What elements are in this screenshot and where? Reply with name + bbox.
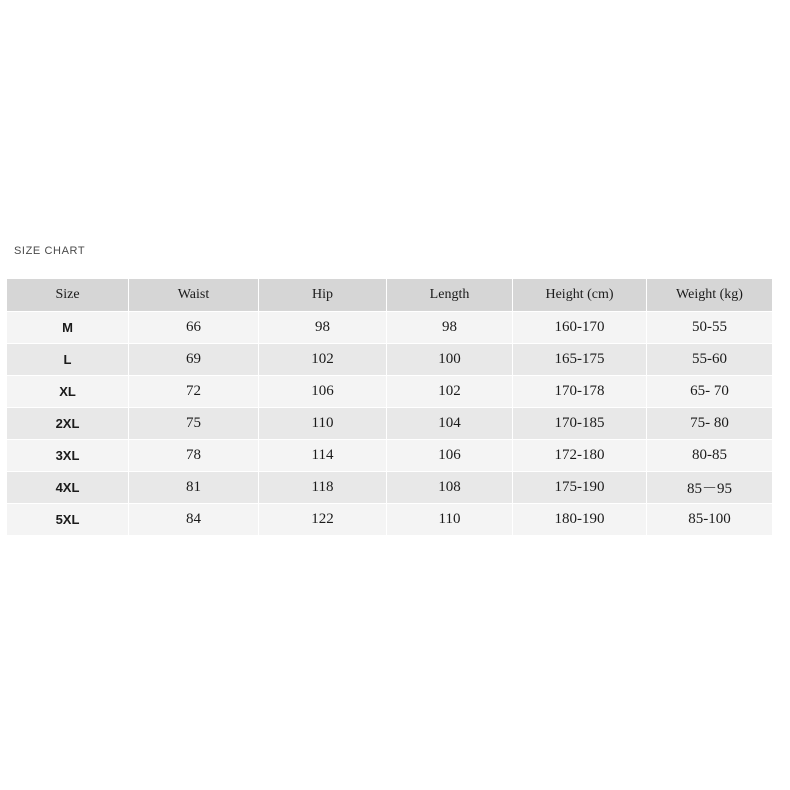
table-row	[7, 472, 773, 504]
cell-height: 160-170	[513, 312, 647, 344]
table-header	[7, 279, 773, 312]
cell-weight: 85－95	[647, 472, 773, 504]
column-header-waist: Waist	[129, 279, 259, 312]
table-row	[7, 376, 773, 408]
cell-weight: 50-55	[647, 312, 773, 344]
cell-height: 170-178	[513, 376, 647, 408]
column-header-height: Height (cm)	[513, 279, 647, 312]
cell-size: L	[7, 344, 129, 376]
cell-height: 165-175	[513, 344, 647, 376]
cell-length: 98	[387, 312, 513, 344]
cell-waist: 69	[129, 344, 259, 376]
column-header-size: Size	[7, 279, 129, 312]
cell-length: 108	[387, 472, 513, 504]
table-row	[7, 504, 773, 536]
cell-length: 104	[387, 408, 513, 440]
cell-weight: 80-85	[647, 440, 773, 472]
table-row	[7, 312, 773, 344]
cell-height: 180-190	[513, 504, 647, 536]
cell-length: 100	[387, 344, 513, 376]
cell-length: 106	[387, 440, 513, 472]
cell-waist: 81	[129, 472, 259, 504]
cell-weight: 75- 80	[647, 408, 773, 440]
cell-size: 4XL	[7, 472, 129, 504]
cell-height: 175-190	[513, 472, 647, 504]
cell-waist: 72	[129, 376, 259, 408]
cell-height: 170-185	[513, 408, 647, 440]
cell-waist: 78	[129, 440, 259, 472]
size-chart-table-container	[6, 278, 772, 536]
cell-weight: 55-60	[647, 344, 773, 376]
cell-height: 172-180	[513, 440, 647, 472]
cell-waist: 84	[129, 504, 259, 536]
cell-waist: 75	[129, 408, 259, 440]
column-header-hip: Hip	[259, 279, 387, 312]
cell-size: 3XL	[7, 440, 129, 472]
cell-size: 2XL	[7, 408, 129, 440]
cell-hip: 122	[259, 504, 387, 536]
cell-hip: 106	[259, 376, 387, 408]
cell-hip: 102	[259, 344, 387, 376]
cell-size: M	[7, 312, 129, 344]
cell-hip: 98	[259, 312, 387, 344]
table-row	[7, 408, 773, 440]
column-header-weight: Weight (kg)	[647, 279, 773, 312]
cell-waist: 66	[129, 312, 259, 344]
cell-length: 102	[387, 376, 513, 408]
table-row	[7, 344, 773, 376]
table-row	[7, 440, 773, 472]
cell-weight: 65- 70	[647, 376, 773, 408]
cell-length: 110	[387, 504, 513, 536]
table-body	[7, 312, 773, 536]
cell-weight: 85-100	[647, 504, 773, 536]
cell-hip: 110	[259, 408, 387, 440]
cell-hip: 118	[259, 472, 387, 504]
size-chart-table	[6, 278, 773, 536]
column-header-length: Length	[387, 279, 513, 312]
page-title: SIZE CHART	[14, 245, 86, 257]
cell-size: 5XL	[7, 504, 129, 536]
cell-hip: 114	[259, 440, 387, 472]
cell-size: XL	[7, 376, 129, 408]
table-header-row	[7, 279, 773, 312]
